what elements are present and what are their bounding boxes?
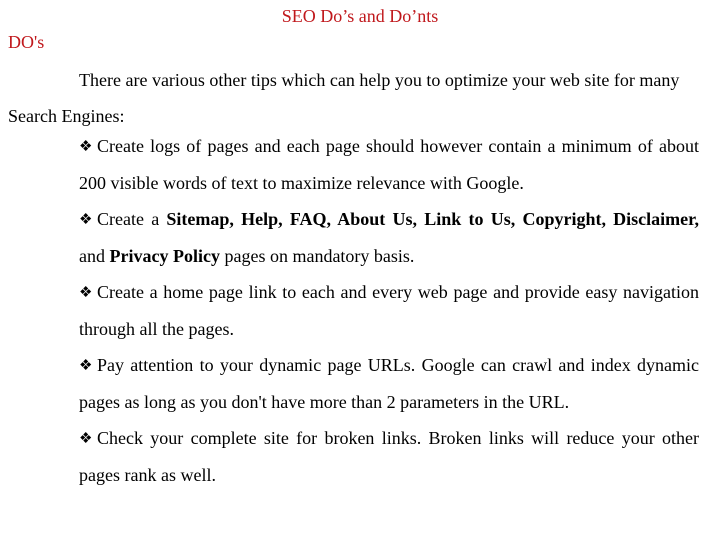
section-heading: DO's	[8, 32, 45, 52]
diamond-bullet-icon: ❖	[79, 212, 93, 228]
bullet-bold-text: Sitemap, Help, FAQ, About Us, Link to Us, Copyright, Disclaimer,	[166, 209, 699, 229]
slide-title-text: SEO Do’s and Do’nts	[281, 6, 439, 26]
bullet-text: Check your complete site for broken links. Broken links will reduce your other pages rank as well.	[79, 428, 699, 485]
slide-title	[0, 6, 720, 27]
bullet-text: Create a home page link to each and every web page and provide easy navigation through all the pages.	[79, 282, 699, 339]
intro-paragraph: There are various other tips which can help you to optimize your web site for many Search Engines:	[8, 70, 680, 126]
diamond-bullet-icon: ❖	[79, 431, 93, 447]
bullet-text: pages on mandatory basis.	[219, 246, 415, 266]
bullet-text: Create a	[97, 209, 167, 229]
diamond-bullet-icon: ❖	[79, 139, 93, 155]
bullet-text: Create logs of pages and each page should however contain a minimum of about 200 visible words of text to maximize relevance with Google.	[79, 136, 699, 193]
list-item	[79, 347, 699, 420]
bullet-text: Pay attention to your dynamic page URLs. Google can crawl and index dynamic pages as long as you don't have more than 2 parameters in the URL.	[79, 355, 699, 412]
list-item	[79, 274, 699, 347]
diamond-bullet-icon: ❖	[79, 285, 93, 301]
bullet-text: and	[79, 246, 110, 266]
bullet-bold-text: Privacy Policy	[109, 246, 220, 266]
list-item	[79, 201, 699, 274]
diamond-bullet-icon: ❖	[79, 358, 93, 374]
list-item	[79, 128, 699, 201]
list-item	[79, 420, 699, 493]
bullet-list	[79, 128, 699, 493]
